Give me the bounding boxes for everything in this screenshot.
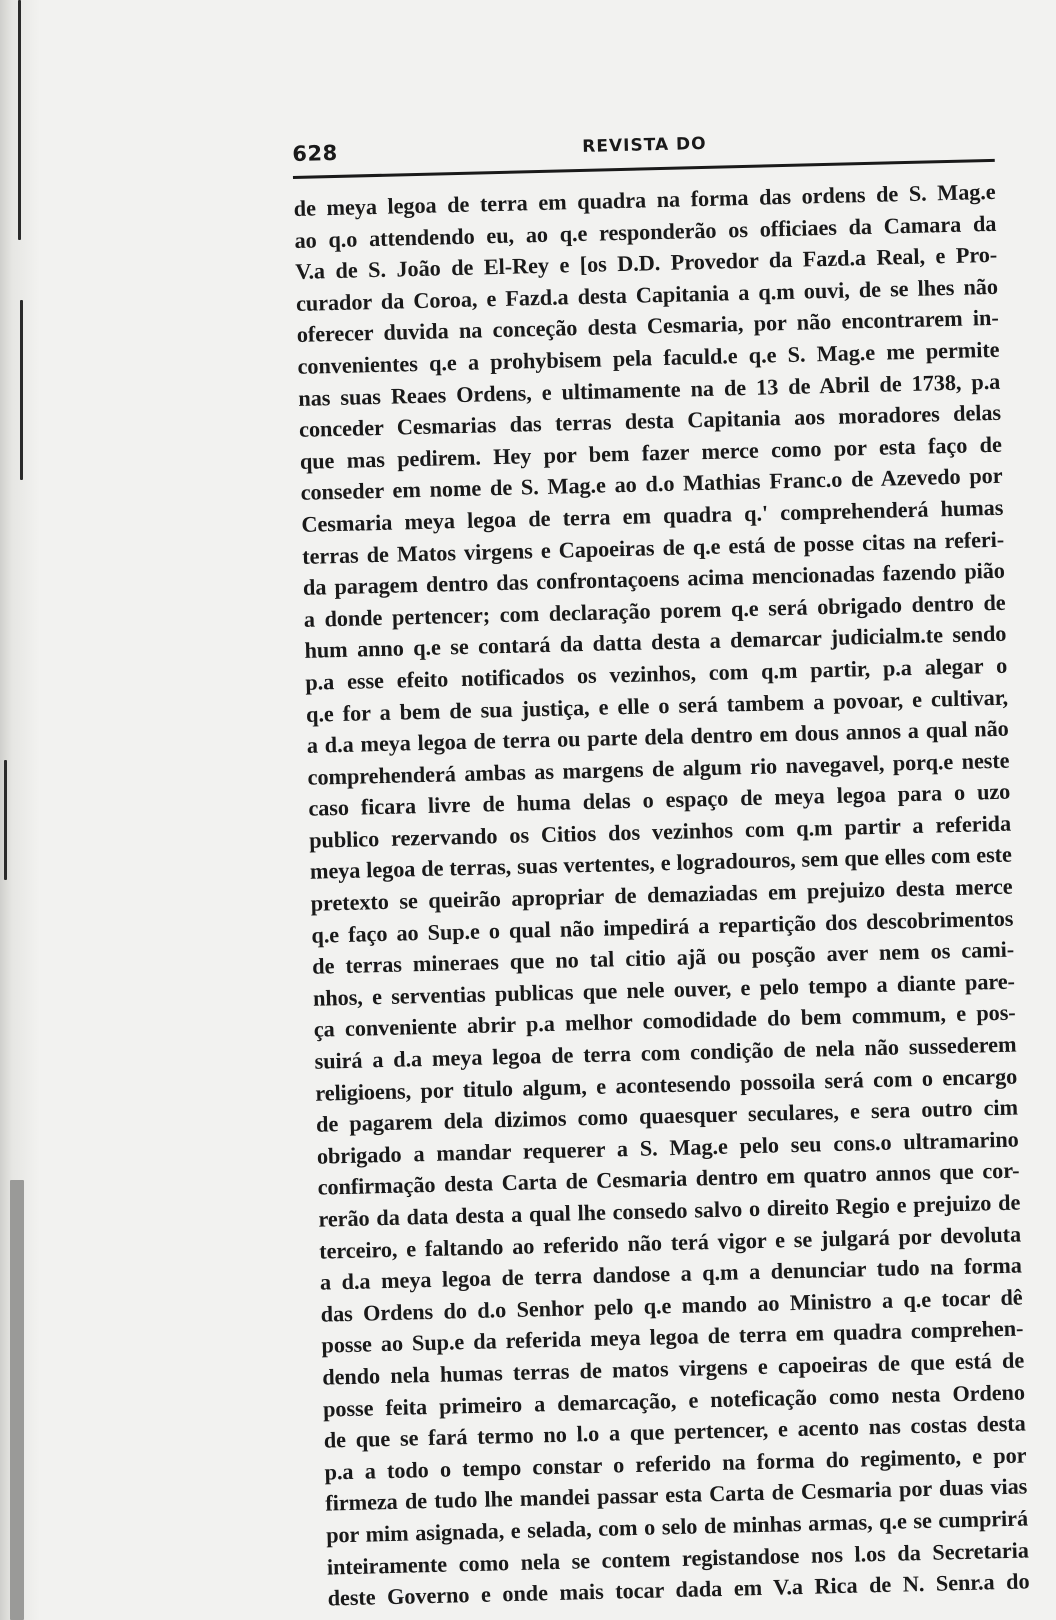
text-line: das Ordens do d.o Senhor pelo q.e mando ao Ministro a q.e tocar dê: [320, 1284, 1023, 1327]
scan-mark: [10, 1180, 24, 1620]
text-line: ça conveniente abrir p.a melhor comodidade do bem commum, e pos-: [313, 1000, 1016, 1043]
text-line: q.e faço ao Sup.e o qual não impedirá a repartição dos descobrimentos: [311, 905, 1014, 948]
text-line: conceder Cesmarias das terras desta Capitania aos moradores delas: [298, 399, 1002, 443]
text-line: religioens, por titulo algum, e acontesendo possoila será com o encargo: [315, 1063, 1018, 1106]
text-line: de que se fará termo no l.o a que pertencer, e acento nas costas desta: [323, 1410, 1026, 1453]
text-line: obrigado a mandar requerer a S. Mag.e pelo seu cons.o ultramarino: [316, 1126, 1019, 1169]
text-line: firmeza de tudo lhe mandei passar esta Carta de Cesmaria por duas vias: [325, 1473, 1028, 1516]
text-line: publico rezervando os Citios dos vezinhos com q.m partir a referida: [308, 810, 1012, 853]
text-line: V.a de S. João de El-Rey e [os D.D. Provedor da Fazd.a Real, e Pro-: [294, 241, 998, 285]
text-line: inteiramente como nela se contem registandose nos l.os da Secretaria: [326, 1536, 1030, 1580]
text-line: de terras mineraes que no tal citio ajã ou posção aver nem os cami-: [311, 936, 1015, 979]
text-line: a donde pertencer; com declaração porem q.e será obrigado dentro de: [303, 589, 1006, 632]
text-line: hum anno q.e se contará da datta desta a demarcar judicialm.te sendo: [304, 621, 1007, 664]
text-line: de meya legoa de terra em quadra na forma das ordens de S. Mag.e: [293, 178, 996, 221]
journal-title: REVISTA DO: [582, 133, 707, 157]
text-line: rerão da data desta a qual lhe consedo salvo o direito Regio e prejuizo de: [318, 1189, 1021, 1232]
scan-mark: [20, 300, 23, 480]
text-line: oferecer duvida na conceção desta Cesmaria, por não encontrarem in-: [296, 305, 999, 348]
text-line: caso ficara livre de huma delas o espaço de meya legoa para o uzo: [308, 778, 1011, 822]
text-line: terceiro, e faltando ao referido não terá vigor e se julgará por devoluta: [318, 1221, 1022, 1264]
text-line: conseder em nome de S. Mag.e ao d.o Mathias Franc.o de Azevedo por: [300, 463, 1003, 506]
text-line: nhos, e serventias publicas que nele ouver, e pelo tempo a diante pare-: [312, 968, 1016, 1011]
text-line: dendo nela humas terras de matos virgens e capoeiras de que está de: [321, 1347, 1025, 1390]
text-line: deste Governo e onde mais tocar dada em V.a Rica de N. Senr.a do: [327, 1568, 1030, 1611]
text-line: a d.a meya legoa de terra dandose a q.m a denunciar tudo na forma: [319, 1252, 1023, 1295]
text-line: a d.a meya legoa de terra ou parte dela dentro em dous annos a qual não: [306, 715, 1009, 758]
text-line: q.e for a bem de sua justiça, e elle o será tambem a povoar, e cultivar,: [305, 684, 1009, 727]
text-line: nas suas Reaes Ordens, e ultimamente na de 13 de Abril de 1738, p.a: [298, 368, 1001, 411]
scan-mark: [18, 0, 21, 240]
text-line: p.a esse efeito notificados os vezinhos, com q.m partir, p.a alegar o: [304, 652, 1008, 695]
body-text: [293, 176, 1030, 1614]
page-number: 628: [292, 140, 339, 166]
text-line: da paragem dentro das confrontaçoens acima mencionadas fazendo pião: [302, 557, 1006, 600]
text-line: confirmação desta Carta de Cesmaria dentro em quatro annos que cor-: [317, 1157, 1020, 1201]
text-line: Cesmaria meya legoa de terra em quadra q.' comprehenderá humas: [301, 494, 1004, 537]
text-line: meya legoa de terras, suas vertentes, e logradouros, sem que elles com este: [309, 842, 1013, 885]
scan-mark: [4, 760, 7, 880]
text-line: convenientes q.e a prohybisem pela faculd.e q.e S. Mag.e me permite: [297, 336, 1000, 379]
document-page: [292, 120, 1050, 1611]
text-line: ao q.o attendendo eu, ao q.e responderão os officiaes da Camara da: [294, 210, 997, 253]
text-line: suirá a d.a meya legoa de terra com condição de nela não sussederem: [314, 1031, 1017, 1074]
scan-binding-edge: [0, 0, 40, 1620]
text-line: p.a a todo o tempo constar o referido na forma do regimento, e por: [324, 1442, 1027, 1485]
text-line: posse feita primeiro a demarcação, e noteficação como nesta Ordeno: [322, 1379, 1026, 1422]
text-line: terras de Matos virgens e Capoeiras de q.e está de posse citas na referi-: [301, 526, 1005, 569]
text-line: comprehenderá ambas as margens de algum rio navegavel, porq.e neste: [307, 747, 1010, 790]
text-line: pretexto se queirão apropriar de demaziadas em prejuizo desta merce: [310, 873, 1013, 916]
text-line: por mim asignada, e selada, com o selo de minhas armas, q.e se cumprirá: [325, 1505, 1029, 1548]
text-line: que mas pedirem. Hey por bem fazer merce como por esta faço de: [299, 431, 1002, 474]
text-line: de pagarem dela dizimos como quaesquer seculares, e sera outro cim: [315, 1094, 1019, 1137]
text-line: posse ao Sup.e da referida meya legoa de terra em quadra comprehen-: [321, 1315, 1024, 1359]
text-line: curador da Coroa, e Fazd.a desta Capitania a q.m ouvi, de se lhes não: [295, 273, 999, 316]
running-head: [292, 120, 1015, 172]
